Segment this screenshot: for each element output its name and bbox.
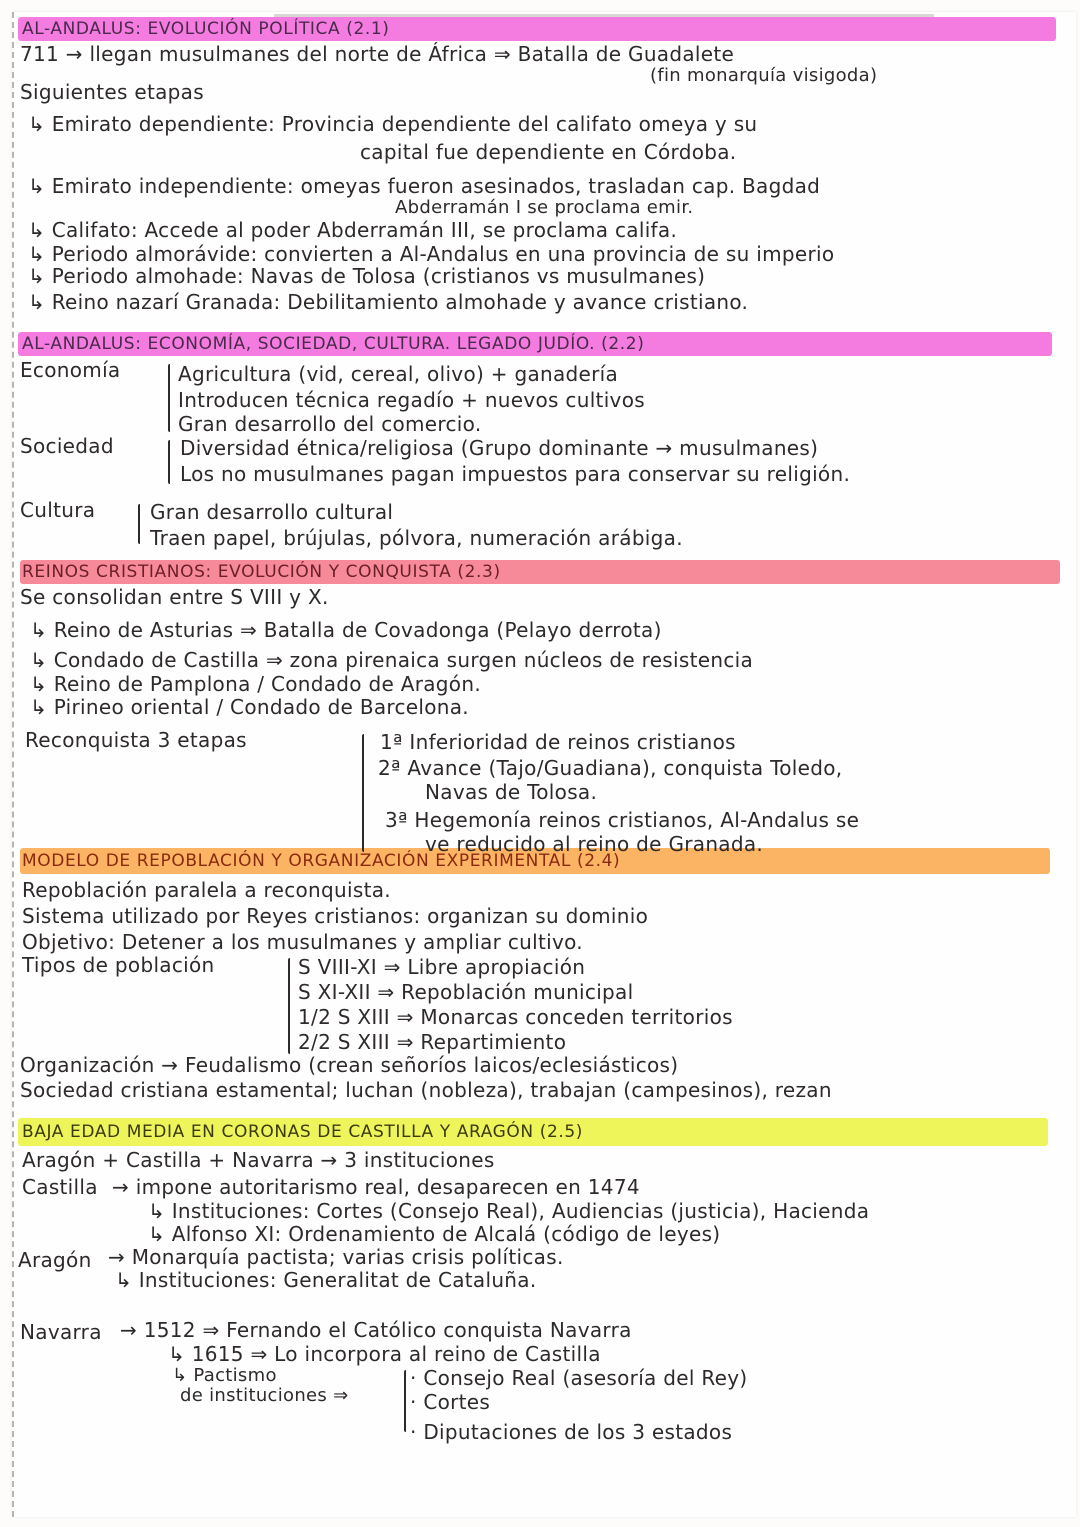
note-line: S XI-XII ⇒ Repoblación municipal [298,980,634,1004]
section-title-2-2: AL-ANDALUS: ECONOMÍA, SOCIEDAD, CULTURA. LEGADO JUDÍO. (2.2) [22,334,645,354]
note-line: (fin monarquía visigoda) [650,65,878,86]
note-line: → impone autoritarismo real, desaparecen en 1474 [112,1175,640,1199]
note-line: Introducen técnica regadío + nuevos cultivos [178,388,645,412]
note-line: Gran desarrollo cultural [150,500,394,524]
note-line: Abderramán I se proclama emir. [395,197,694,218]
note-line: 1ª Inferioridad de reinos cristianos [380,730,736,754]
note-line: ↳ Condado de Castilla ⇒ zona pirenaica surgen núcleos de resistencia [30,648,754,672]
note-line: 2ª Avance (Tajo/Guadiana), conquista Toledo, [378,756,843,780]
brace-economia [168,364,170,432]
brace-navarra-instituciones [404,1370,406,1432]
note-line: ↳ Periodo almohade: Navas de Tolosa (cristianos vs musulmanes) [28,264,706,288]
note-line: · Consejo Real (asesoría del Rey) [410,1366,748,1390]
note-line: Gran desarrollo del comercio. [178,412,482,436]
note-line: ↳ Reino de Pamplona / Condado de Aragón. [30,672,481,696]
note-line: 711 → llegan musulmanes del norte de África ⇒ Batalla de Guadalete [20,42,735,66]
label-aragon: Aragón [18,1248,92,1272]
note-line: · Cortes [410,1390,491,1414]
note-line: Navas de Tolosa. [425,780,598,804]
section-title-2-3: REINOS CRISTIANOS: EVOLUCIÓN Y CONQUISTA (2.3) [22,562,501,582]
label-economia: Economía [20,358,121,382]
brace-sociedad [168,440,170,484]
label-cultura: Cultura [20,498,96,522]
note-line: → Monarquía pactista; varias crisis políticas. [108,1245,564,1269]
note-line: ↳ Califato: Accede al poder Abderramán III, se proclama califa. [28,218,678,242]
note-line: S VIII-XI ⇒ Libre apropiación [298,955,586,979]
note-line: ↳ Reino nazarí Granada: Debilitamiento almohade y avance cristiano. [28,290,749,314]
note-line: Siguientes etapas [20,80,204,104]
note-line: Se consolidan entre S VIII y X. [20,585,329,609]
note-line: 2/2 S XIII ⇒ Repartimiento [298,1030,567,1054]
note-line: Objetivo: Detener a los musulmanes y ampliar cultivo. [22,930,583,954]
note-line: ve reducido al reino de Granada. [425,832,764,856]
brace-reconquista [362,734,364,852]
note-line: ↳ Alfonso XI: Ordenamiento de Alcalá (código de leyes) [148,1222,721,1246]
label-tipos-poblacion: Tipos de población [22,953,215,977]
note-line: 3ª Hegemonía reinos cristianos, Al-Andalus se [385,808,860,832]
note-line: ↳ Reino de Asturias ⇒ Batalla de Covadonga (Pelayo derrota) [30,618,662,642]
note-line: ↳ 1615 ⇒ Lo incorpora al reino de Castilla [168,1342,601,1366]
section-title-2-4: MODELO DE REPOBLACIÓN Y ORGANIZACIÓN EXPERIMENTAL (2.4) [22,851,621,871]
label-reconquista: Reconquista 3 etapas [25,728,247,752]
note-line: ↳ Periodo almorávide: convierten a Al-Andalus en una provincia de su imperio [28,242,835,266]
note-line: Aragón + Castilla + Navarra → 3 instituciones [22,1148,495,1172]
note-line: Repoblación paralela a reconquista. [22,878,391,902]
note-line: Agricultura (vid, cereal, olivo) + ganadería [178,362,619,386]
note-line: Sociedad cristiana estamental; luchan (nobleza), trabajan (campesinos), rezan [20,1078,832,1102]
brace-cultura [138,504,140,544]
note-line: ↳ Instituciones: Generalitat de Cataluña. [115,1268,537,1292]
brace-tipos [288,958,290,1054]
section-title-2-1: AL-ANDALUS: EVOLUCIÓN POLÍTICA (2.1) [22,19,390,39]
label-sociedad: Sociedad [20,434,114,458]
note-line: Traen papel, brújulas, pólvora, numeración arábiga. [150,526,683,550]
note-line: · Diputaciones de los 3 estados [410,1420,733,1444]
note-line: Los no musulmanes pagan impuestos para conservar su religión. [180,462,851,486]
note-line: Sistema utilizado por Reyes cristianos: organizan su dominio [22,904,649,928]
note-line: capital fue dependiente en Córdoba. [360,140,737,164]
section-title-2-5: BAJA EDAD MEDIA EN CORONAS DE CASTILLA Y ARAGÓN (2.5) [22,1122,584,1142]
note-line: 1/2 S XIII ⇒ Monarcas conceden territorios [298,1005,733,1029]
note-line: ↳ Pirineo oriental / Condado de Barcelona. [30,695,469,719]
note-line: → 1512 ⇒ Fernando el Católico conquista Navarra [120,1318,632,1342]
label-castilla: Castilla [22,1175,98,1199]
label-navarra: Navarra [20,1320,102,1344]
note-line: ↳ Pactismo [172,1365,277,1386]
note-line: Diversidad étnica/religiosa (Grupo dominante → musulmanes) [180,436,819,460]
note-line: ↳ Emirato independiente: omeyas fueron asesinados, trasladan cap. Bagdad [28,174,821,198]
note-line: ↳ Emirato dependiente: Provincia dependiente del califato omeya y su [28,112,758,136]
note-line: de instituciones ⇒ [180,1385,349,1406]
note-line: ↳ Instituciones: Cortes (Consejo Real), Audiencias (justicia), Hacienda [148,1199,870,1223]
note-line: Organización → Feudalismo (crean señoríos laicos/eclesiásticos) [20,1053,679,1077]
